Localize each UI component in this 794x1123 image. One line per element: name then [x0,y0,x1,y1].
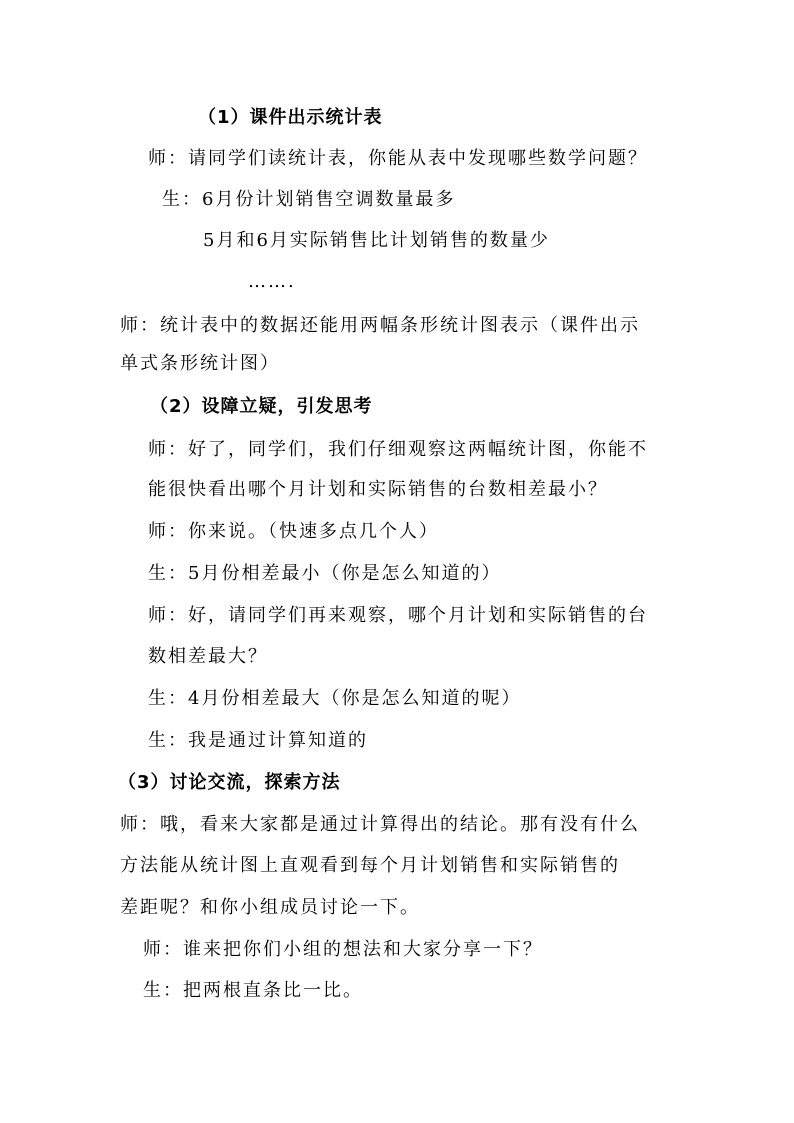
heading-2: （2）设障立疑，引发思考 [150,396,373,417]
heading-1: （1）课件出示统计表 [198,107,383,128]
teacher-line-cont: 数相差最大？ [148,646,268,667]
teacher-line-cont: 方法能从统计图上直观看到每个月计划销售和实际销售的 [120,855,620,876]
teacher-line-cont: 能很快看出哪个月计划和实际销售的台数相差最小？ [148,479,608,500]
student-line: 生：把两根直条比一比。 [143,980,363,1001]
teacher-line: 师：统计表中的数据还能用两幅条形统计图表示（课件出示 [120,315,640,336]
teacher-line: 师：好了，同学们，我们仔细观察这两幅统计图，你能不 [148,439,648,460]
teacher-line: 师：你来说。（快速多点几个人） [148,521,439,542]
teacher-line: 师：哦，看来大家都是通过计算得出的结论。那有没有什么 [120,814,640,835]
teacher-line: 师：请同学们读统计表，你能从表中发现哪些数学问题？ [148,148,648,169]
heading-3: （3）讨论交流，探索方法 [118,772,341,793]
student-line: 生：4月份相差最大（你是怎么知道的呢） [148,688,522,709]
teacher-line-cont: 差距呢？和你小组成员讨论一下。 [120,897,420,918]
ellipsis-line: ……. [248,271,296,292]
student-line: 生：5月份相差最小（你是怎么知道的） [148,563,502,584]
student-line: 生：6月份计划销售空调数量最多 [162,189,456,210]
teacher-line-cont: 单式条形统计图） [120,353,280,374]
teacher-line: 师：谁来把你们小组的想法和大家分享一下？ [143,939,543,960]
student-line-cont: 5月和6月实际销售比计划销售的数量少 [203,230,550,251]
teacher-line: 师：好，请同学们再来观察，哪个月计划和实际销售的台 [148,605,648,626]
student-line: 生：我是通过计算知道的 [148,730,368,751]
